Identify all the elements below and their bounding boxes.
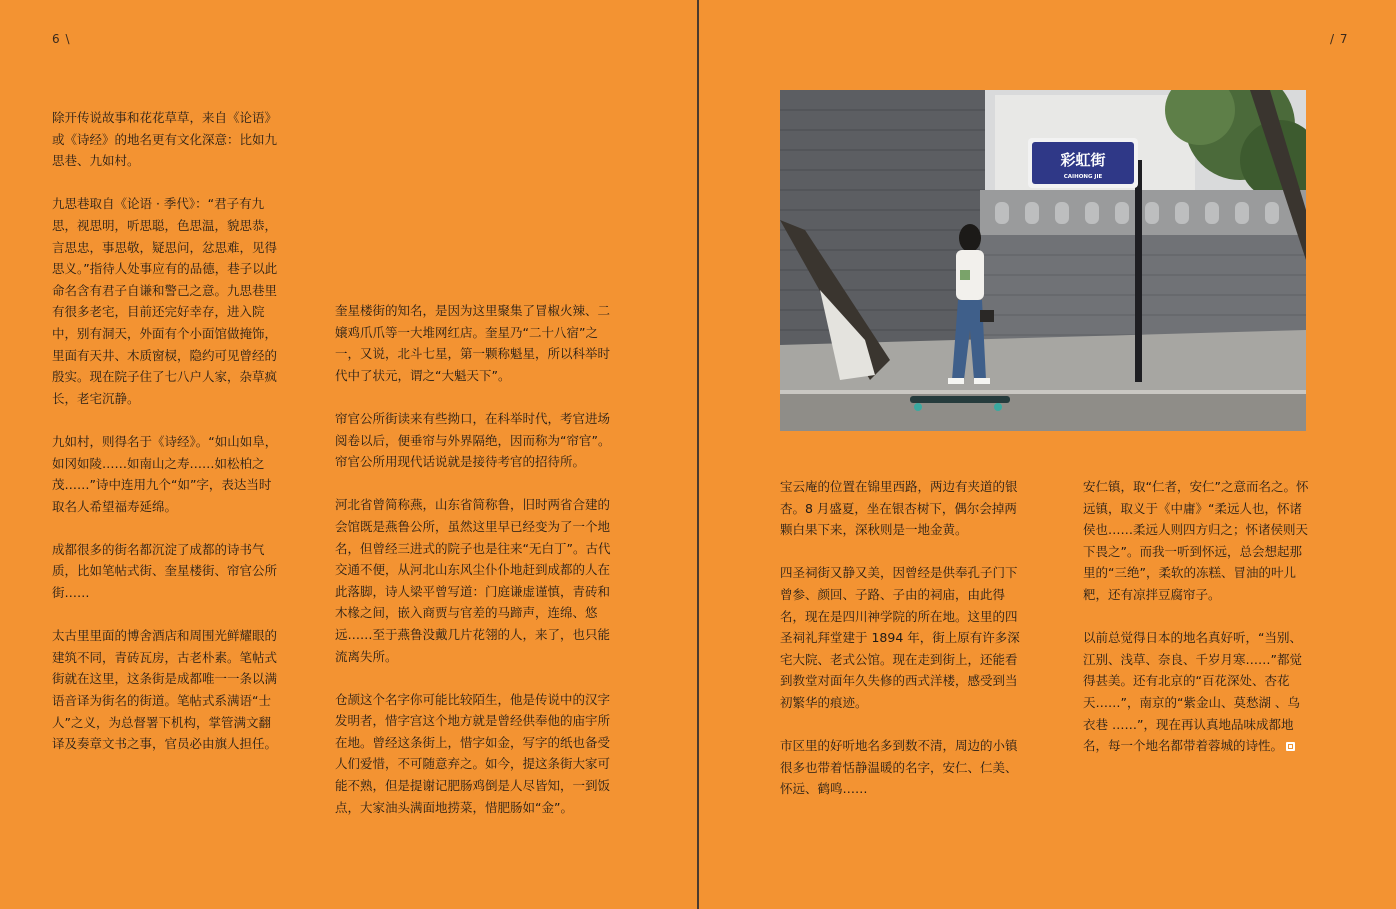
page-number-right: / 7 (1330, 32, 1349, 46)
end-mark-icon (1286, 742, 1295, 751)
text-column-4 (1083, 476, 1309, 778)
paragraph: 市区里的好听地名多到数不清，周边的小镇很多也带着恬静温暖的名字，安仁、仁美、怀远、鹤鸣…… (780, 738, 1018, 797)
paragraph: 奎星楼街的知名，是因为这里聚集了冒椒火辣、二嬢鸡爪爪等一大堆网红店。奎星乃“二十八宿”之一，又说，北斗七星，第一颗称魁星，所以科举时代中了状元，谓之“大魁天下”。 (335, 303, 611, 383)
paragraph: 河北省曾简称燕，山东省简称鲁，旧时两省合建的会馆既是燕鲁公所，虽然这里早已经变为了一个地名，但曾经三进式的院子也是往来“无白丁”。古代交通不便，从河北山东风尘仆仆地赶到成都的人在此落脚，诗人梁平曾写道：门庭谦虚谨慎，青砖和木椽之间，嵌入商贾与官差的马蹄声，连绵、悠远……至于燕鲁没戴几片花翎的人，来了，也只能流离失所。 (335, 497, 611, 664)
text-column-3 (780, 476, 1027, 822)
sign-pinyin-label: CAIHONG JIE (1063, 174, 1103, 180)
sign-chinese-label: 彩虹街 (1060, 151, 1106, 169)
text-column-1 (52, 107, 278, 776)
paragraph: 安仁镇，取“仁者，安仁”之意而名之。怀远镇，取义于《中庸》“柔远人也，怀诸侯也……柔远人则四方归之；怀诸侯则天下畏之”。而我一听到怀远，总会想起那里的“三绝”，柔软的冻糕、冒油的叶儿粑，还有凉拌豆腐帘子。 (1083, 479, 1309, 602)
paragraph: 成都很多的街名都沉淀了成都的诗书气质，比如笔帖式街、奎星楼街、帘官公所街…… (52, 541, 278, 601)
paragraph: 九如村，则得名于《诗经》。“如山如阜，如冈如陵……如南山之寿……如松柏之茂……”诗中连用九个“如”字，表达当时取名人希望福寿延绵。 (52, 433, 278, 514)
paragraph: 太古里里面的博舍酒店和周围光鲜耀眼的建筑不同，青砖瓦房，古老朴素。笔帖式街就在这里，这条街是成都唯一一条以满语音译为街名的街道。笔帖式系满语“士人”之义，为总督署下机构，掌管满文翻译及奏章文书之事，官员必由旗人担任。 (52, 628, 278, 752)
paragraph: 帘官公所街读来有些拗口，在科举时代，考官进场阅卷以后，便垂帘与外界隔绝，因而称为“帘官”。帘官公所用现代话说就是接待考官的招待所。 (335, 410, 611, 470)
paragraph: 九思巷取自《论语 · 季代》：“君子有九思，视思明，听思聪，色思温，貌思恭，言思忠，事思敬，疑思问，忿思难，见得思义。”指待人处事应有的品德，巷子以此命名含有君子自谦和警己之意。九思巷里有很多老宅，目前还完好幸存，进入院中，别有洞天，外面有个小面馆做掩饰，里面有天井、木质窗棂，隐约可见曾经的殷实。现在院子住了七八户人家，杂草疯长，老宅沉静。 (52, 196, 278, 406)
street-photo (780, 90, 1306, 431)
paragraph-final-text: 以前总觉得日本的地名真好听，“当别、江别、浅草、奈良、千岁月寒……”都觉得甚美。还有北京的“百花深处、杏花天……”，南京的“紫金山、莫愁湖 、乌衣巷 ……”，现在再认真地品味成都地名，每一个地名都带着蓉城的诗性。 (1083, 630, 1302, 754)
paragraph-final (1083, 627, 1309, 757)
paragraph: 四圣祠街又静又美，因曾经是供奉孔子门下曾参、颜回、子路、子由的祠庙，由此得名，现在是四川神学院的所在地。这里的四圣祠礼拜堂建于 1894 年，街上原有许多深宅大院、老式公馆。现在走到街上，还能看到教堂对面年久失修的西式洋楼，感受到当初繁华的痕迹。 (780, 565, 1020, 710)
paragraph: 除开传说故事和花花草草，来自《论语》或《诗经》的地名更有文化深意：比如九思巷、九如村。 (52, 110, 278, 169)
paragraph: 宝云庵的位置在锦里西路，两边有夹道的银杏。8 月盛夏，坐在银杏树下，偶尔会掉两颗白果下来，深秋则是一地金黄。 (780, 479, 1018, 538)
page-number-left: 6 \ (52, 32, 71, 46)
paragraph: 仓颉这个名字你可能比较陌生，他是传说中的汉字发明者，惜字宫这个地方就是曾经供奉他的庙宇所在地。曾经这条街上，惜字如金，写字的纸也备受人们爱惜，不可随意弃之。如今，提这条街大家可能不熟，但是提谢记肥肠鸡倒是人尽皆知，一到饭点，大家油头满面地捞菜，惜肥肠如“金”。 (335, 691, 611, 815)
page-gutter (697, 0, 699, 909)
text-column-2 (335, 300, 621, 840)
